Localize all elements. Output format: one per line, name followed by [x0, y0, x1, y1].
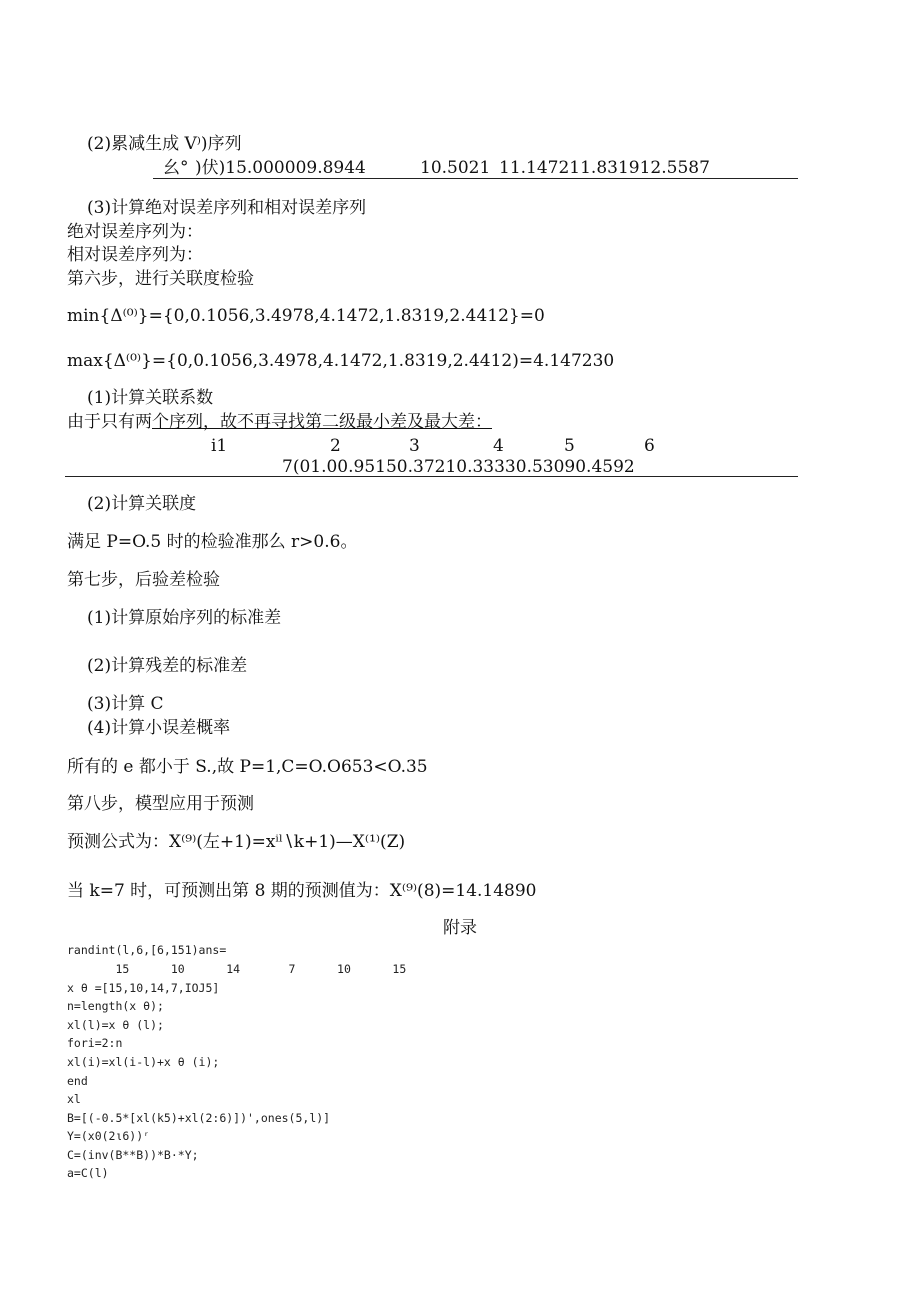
- step8-title: 第八步，模型应用于预测: [67, 794, 254, 814]
- code-line: randint(l,6,[6,151)ans=: [67, 943, 227, 957]
- table-header-cell: 6: [644, 436, 655, 456]
- sequence-row-value-b: 10.5021: [420, 158, 491, 178]
- code-line: C=(inv(B**B))*B·*Y;: [67, 1148, 199, 1162]
- appendix-title: 附录: [443, 918, 477, 938]
- sequence-row-values-c: 11.147211.831912.5587: [499, 158, 710, 178]
- item1-heading: (1)计算关联系数: [87, 388, 214, 408]
- abs-error-label: 绝对误差序列为：: [67, 222, 203, 242]
- code-line: fori=2:n: [67, 1036, 123, 1050]
- table-header-cell: 4: [493, 436, 504, 456]
- step7-conclusion: 所有的 e 都小于 S.,故 P=1,C=O.O653<O.35: [67, 757, 428, 777]
- item1-note-underlined: 个序列，故不再寻找第二级最小差及最大差：: [152, 412, 492, 432]
- step6-title: 第六步，进行关联度检验: [67, 269, 254, 289]
- table-header-cell: 5: [564, 436, 575, 456]
- step7-item4: (4)计算小误差概率: [87, 718, 231, 738]
- sequence-row-label: 幺°: [163, 158, 189, 178]
- code-line: Y=(x0(2ι6))ʳ: [67, 1129, 151, 1143]
- min-formula: min{Δ⁽⁰⁾}={0,0.1056,3.4978,4.1472,1.8319,2.4412}=0: [67, 306, 545, 326]
- code-line: a=C(l): [67, 1166, 109, 1180]
- step7-title: 第七步，后验差检验: [67, 570, 220, 590]
- step7-item1: (1)计算原始序列的标准差: [87, 608, 282, 628]
- item1-note: [67, 412, 492, 432]
- table-header-cell: 3: [409, 436, 420, 456]
- code-line: xl: [67, 1092, 81, 1106]
- step7-item3: (3)计算 C: [87, 694, 164, 714]
- rel-error-label: 相对误差序列为：: [67, 245, 203, 265]
- step6-conclusion: 满足 P=O.5 时的检验准那么 r>0.6。: [67, 532, 358, 552]
- table-header-cell: 2: [330, 436, 341, 456]
- code-line: n=length(x θ);: [67, 999, 164, 1013]
- item2-heading: (2)累减生成 V⁾)序列: [87, 134, 242, 154]
- code-line: end: [67, 1074, 88, 1088]
- item2-heading-correlation: (2)计算关联度: [87, 494, 197, 514]
- code-line: x θ =[15,10,14,7,IOJ5]: [67, 981, 220, 995]
- table-rule: [153, 178, 798, 179]
- prediction-formula: 预测公式为：X⁽⁹⁾(左+1)=xⁱˡ∖k+1)—X⁽¹⁾(Z): [67, 832, 406, 852]
- table-rule: [65, 476, 798, 477]
- code-line: xl(l)=x θ (l);: [67, 1018, 164, 1032]
- table-header-cell: i1: [211, 436, 228, 456]
- correlation-values: 7(01.00.95150.37210.33330.53090.4592: [282, 457, 635, 477]
- step7-item2: (2)计算残差的标准差: [87, 656, 248, 676]
- code-line: 15 10 14 7 10 15: [67, 962, 407, 976]
- code-line: xl(i)=xl(i-l)+x θ (i);: [67, 1055, 220, 1069]
- max-formula: max{Δ⁽⁰⁾}={0,0.1056,3.4978,4.1472,1.8319,2.4412)=4.147230: [67, 351, 615, 371]
- code-line: B=[(-0.5*[xl(k5)+xl(2:6)])',ones(5,l)]: [67, 1111, 331, 1125]
- item1-note-plain: 由于只有两: [67, 412, 152, 432]
- item3-heading: (3)计算绝对误差序列和相对误差序列: [87, 198, 367, 218]
- sequence-row-values-a: )伏)15.000009.8944: [195, 158, 366, 178]
- prediction-result: 当 k=7 时，可预测出第 8 期的预测值为：X⁽⁹⁾(8)=14.14890: [67, 881, 537, 901]
